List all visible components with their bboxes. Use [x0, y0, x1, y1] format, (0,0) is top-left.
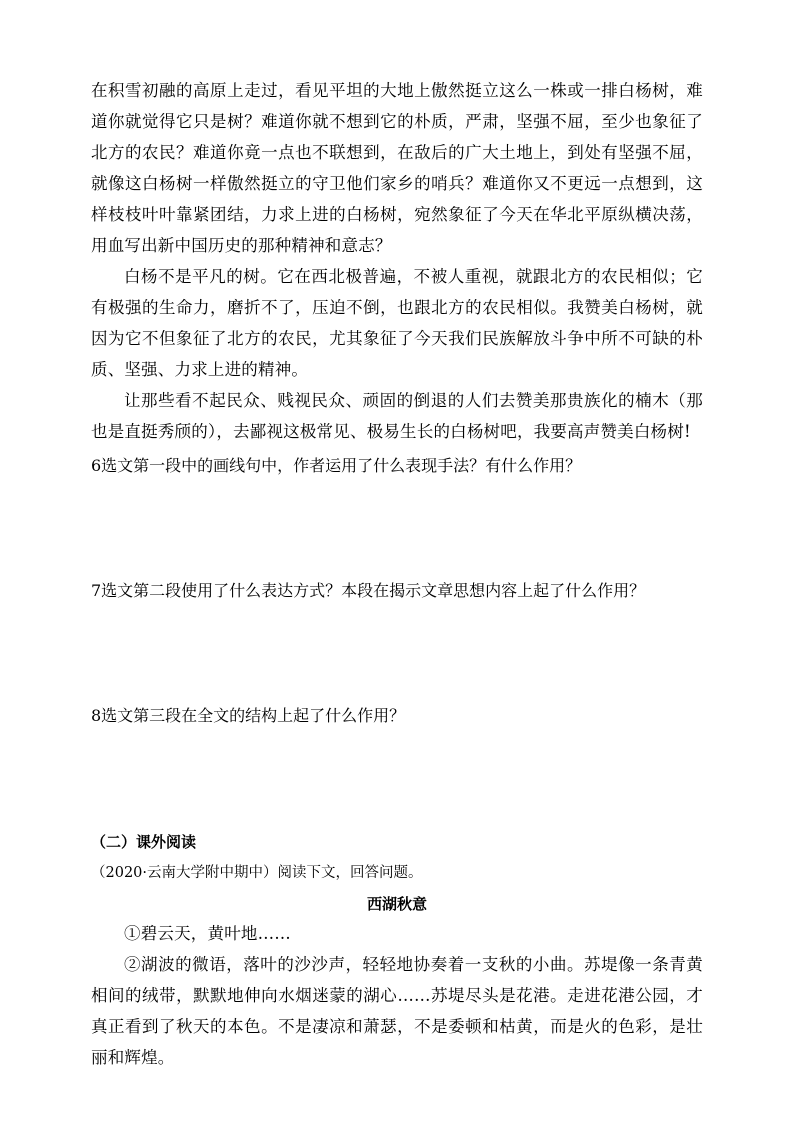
passage-paragraph-2: 白杨不是平凡的树。它在西北极普遍，不被人重视，就跟北方的农民相似；它有极强的生命力，磨折不了，压迫不倒，也跟北方的农民相似。我赞美白杨树，就因为它不但象征了北方的农民，尤其象征了今天我们民族解放斗争中所不可缺的朴质、坚强、力求上进的精神。: [91, 267, 703, 379]
question-7: 7选文第二段使用了什么表达方式？本段在揭示文章思想内容上起了什么作用？: [91, 581, 646, 600]
article-paragraph-1: ①碧云天，黄叶地……: [124, 924, 291, 943]
source-line: （2020·云南大学附中期中）阅读下文，回答问题。: [91, 865, 423, 881]
section-heading: （二）课外阅读: [91, 833, 197, 851]
question-8: 8选文第三段在全文的结构上起了什么作用？: [91, 706, 406, 725]
passage-paragraph-3: 让那些看不起民众、贱视民众、顽固的倒退的人们去赞美那贵族化的楠木（那也是直挺秀颀的），去鄙视这极常见、极易生长的白杨树吧，我要高声赞美白杨树!: [91, 391, 703, 441]
passage-paragraph-1: 在积雪初融的高原上走过，看见平坦的大地上傲然挺立这么一株或一排白杨树，难道你就觉得它只是树？难道你就不想到它的朴质，严肃，坚强不屈，至少也象征了北方的农民？难道你竟一点也不联想到，在敌后的广大土地上，到处有坚强不屈，就像这白杨树一样傲然挺立的守卫他们家乡的哨兵？难道你又不更远一点想到，这样枝枝叶叶靠紧团结，力求上进的白杨树，宛然象征了今天在华北平原纵横决荡，用血写出新中国历史的那种精神和意志？: [91, 81, 703, 255]
question-6: 6选文第一段中的画线句中，作者运用了什么表现手法？有什么作用？: [91, 456, 582, 475]
article-title: 西湖秋意: [366, 895, 427, 913]
article-paragraph-2: ②湖波的微语，落叶的沙沙声，轻轻地协奏着一支秋的小曲。苏堤像一条青黄相间的绒带，默默地伸向水烟迷蒙的湖心……苏堤尽头是花港。走进花港公园，才真正看到了秋天的本色。不是凄凉和萧瑟，不是委顿和枯黄，而是火的色彩，是壮丽和辉煌。: [91, 955, 703, 1067]
